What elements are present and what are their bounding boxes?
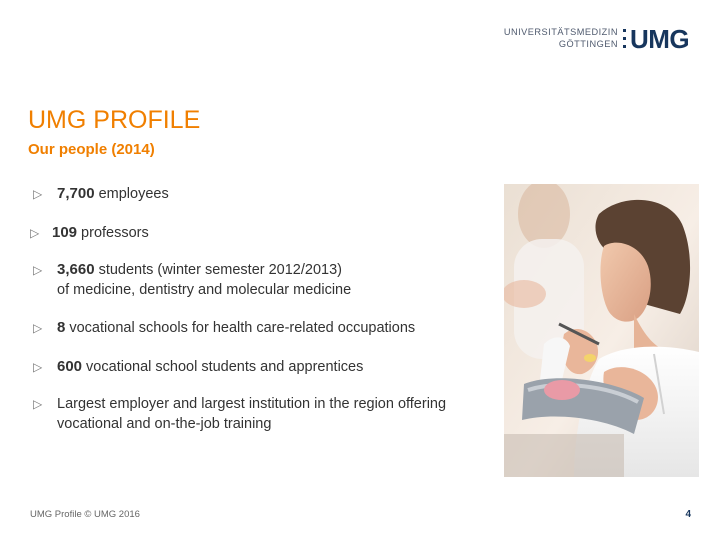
bullet-text-line-2: vocational and on-the-job training — [57, 416, 272, 432]
bullet-text: vocational school students and apprentices — [82, 359, 364, 375]
bullet-text-line-2: of medicine, dentistry and molecular medicine — [57, 282, 352, 298]
bullet-professors — [30, 223, 512, 243]
bullet-largest-employer — [33, 394, 517, 434]
logo-mark: UMG — [630, 24, 690, 54]
bullet-marker-icon: ▷ — [33, 187, 43, 201]
page-number: 4 — [685, 509, 691, 520]
bullet-number: 109 — [52, 224, 78, 241]
bullet-text: employees — [94, 186, 169, 202]
bullet-number: 3,660 — [57, 261, 95, 278]
lab-photo — [504, 184, 699, 477]
bullet-text: vocational schools for health care-related occupations — [65, 320, 416, 336]
bullet-students — [33, 260, 517, 300]
bullet-marker-icon: ▷ — [33, 360, 43, 374]
slide-title: UMG PROFILE — [28, 106, 201, 134]
bullet-apprentices — [33, 357, 517, 377]
bullet-text: Largest employer and largest institution in the region offering — [57, 396, 447, 412]
logo-line-2: GÖTTINGEN — [558, 39, 618, 49]
logo-line-1: UNIVERSITÄTSMEDIZIN — [503, 27, 618, 37]
bullet-marker-icon: ▷ — [30, 226, 40, 240]
bullet-number: 8 — [57, 319, 66, 336]
slide-subtitle: Our people (2014) — [28, 141, 155, 158]
bullet-marker-icon: ▷ — [33, 263, 43, 277]
bullet-text: professors — [77, 225, 149, 241]
bullet-marker-icon: ▷ — [33, 397, 43, 411]
bullet-text: students (winter semester 2012/2013) — [94, 262, 342, 278]
bullet-number: 7,700 — [57, 185, 95, 202]
footer-text: UMG Profile © UMG 2016 — [30, 509, 140, 520]
bullet-number: 600 — [57, 358, 83, 375]
bullet-vocational-schools — [33, 318, 517, 338]
bullet-employees — [33, 184, 517, 204]
bullet-marker-icon: ▷ — [33, 321, 43, 335]
